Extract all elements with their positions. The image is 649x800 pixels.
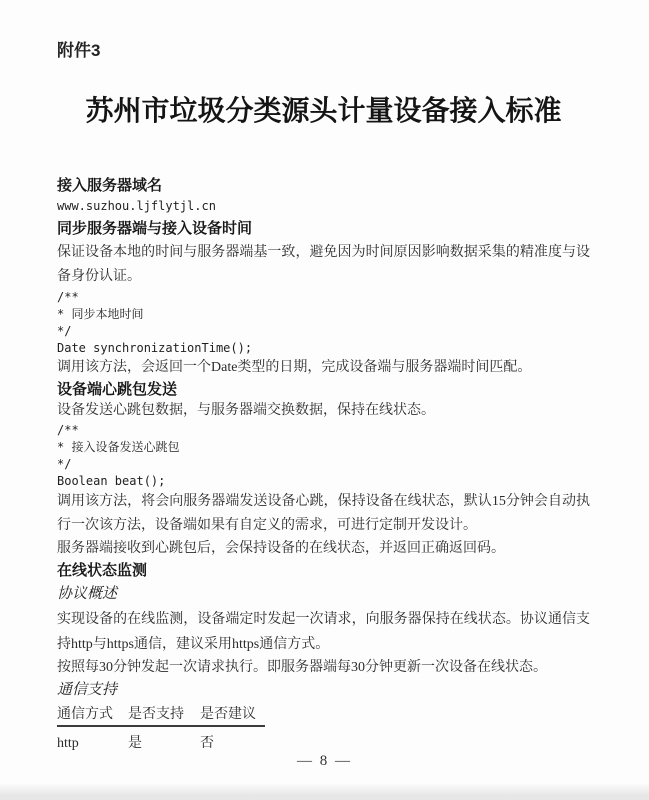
code-line: */ [57,457,72,471]
table-header-cell: 是否建议 [200,703,265,726]
code-line: * 同步本地时间 [57,307,144,321]
interval-text: 按照每30分钟发起一次请求执行。即服务器端每30分钟更新一次设备在线状态。 [57,660,547,675]
scan-shadow [0,783,649,800]
heartbeat-intro: 设备发送心跳包数据，与服务器端交换数据，保持在线状态。 [57,403,435,418]
table-row [57,726,265,752]
page-number: — 8 — [297,753,352,769]
document-page [57,0,590,752]
comm-subheading: 通信支持 [57,682,118,698]
attachment-label: 附件3 [57,41,101,60]
time-sync-code-block [57,289,590,357]
heartbeat-code-block [57,422,590,490]
code-line: /** [57,423,79,437]
section-heading-online-status: 在线状态监测 [57,562,148,579]
table-cell: http [57,736,79,751]
table-cell: 否 [200,736,214,751]
table-header-cell: 通信方式 [57,703,128,726]
time-sync-intro: 保证设备本地的时间与服务器端基一致，避免因为时间原因影响数据采集的精准度与设备身份认证。 [57,245,590,284]
section-heading-time-sync: 同步服务器端与接入设备时间 [57,220,253,237]
comm-support-table [57,703,265,752]
code-line: Date synchronizationTime(); [57,341,253,355]
table-cell: 是 [128,736,142,751]
table-header-cell: 是否支持 [128,703,200,726]
protocol-subheading: 协议概述 [57,586,118,602]
server-domain-url: www.suzhou.ljflytjl.cn [57,199,216,213]
code-line: * 接入设备发送心跳包 [57,440,180,454]
protocol-text: 实现设备的在线监测，设备端定时发起一次请求，向服务器保持在线状态。协议通信支持http与https通信，建议采用https通信方式。 [57,612,590,652]
code-line: /** [57,290,79,304]
code-line: */ [57,324,72,338]
heartbeat-note: 调用该方法，将会向服务器端发送设备心跳，保持设备在线状态，默认15分钟会自动执行一次该方法，设备端如果有自定义的需求，可进行定制开发设计。 [57,494,590,533]
time-sync-note: 调用该方法，会返回一个Date类型的日期，完成设备端与服务器端时间匹配。 [57,360,532,375]
code-line: Boolean beat(); [57,474,166,488]
section-heading-server-domain: 接入服务器域名 [57,177,163,194]
page-title: 苏州市垃圾分类源头计量设备接入标准 [85,96,562,127]
table-header-row [57,703,265,726]
heartbeat-server-note: 服务器端接收到心跳包后，会保持设备的在线状态，并返回正确返回码。 [57,541,505,556]
section-heading-heartbeat: 设备端心跳包发送 [57,381,178,398]
